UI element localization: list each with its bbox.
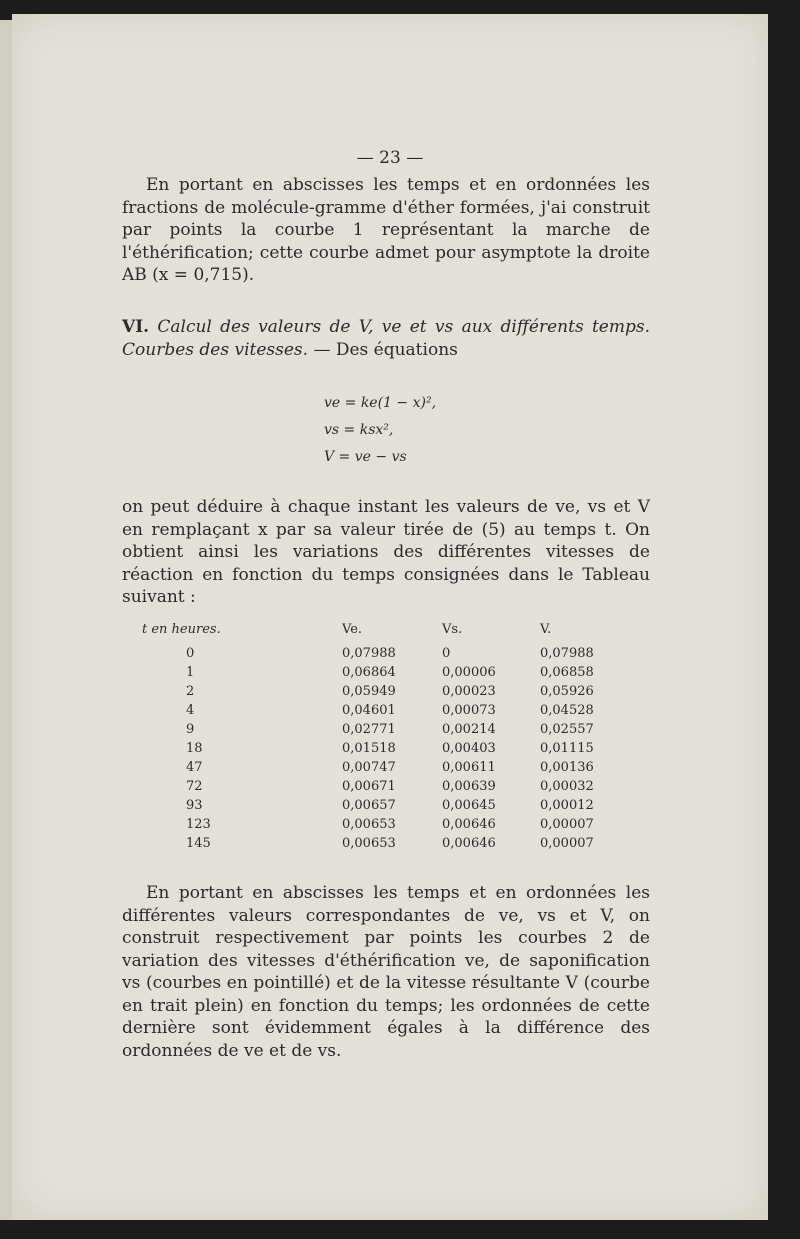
table-cell: 0,00023 — [442, 684, 496, 699]
table-row — [142, 682, 622, 701]
paragraph-3: En portant en abscisses les temps et en ordonnées les différentes valeurs correspondantes de ve, vs et V, on construit respectivement par points les courbes 2 de variation des vitesses d'éthérification ve, de saponification vs (courbes en pointillé) et de la vitesse résultante V (courbe en trait plein) en fonction du temps; les ordonnées de cette dernière sont évidemment égales à la différence des ordonnées de ve et de vs. — [122, 883, 650, 1061]
table-cell: 0,00007 — [540, 836, 594, 851]
table-cell: 0,04528 — [540, 703, 594, 718]
table-cell: 0,00611 — [442, 760, 496, 775]
table-cell: 0,00646 — [442, 817, 496, 832]
header-ve: Ve. — [342, 621, 363, 637]
table-row — [142, 720, 622, 739]
table-cell: 0,00747 — [342, 760, 396, 775]
table-cell: 0,00032 — [540, 779, 594, 794]
table-cell: 145 — [186, 836, 211, 851]
section-number: VI. — [122, 317, 150, 337]
table-cell: 0,00639 — [442, 779, 496, 794]
equation-ve: ve = ke(1 − x)², — [324, 395, 437, 411]
table-cell: 0,06858 — [540, 665, 594, 680]
equation-vs: vs = ksx², — [324, 422, 394, 438]
table-row — [142, 777, 622, 796]
table-cell: 4 — [186, 703, 195, 718]
table-row — [142, 834, 622, 853]
table-row — [142, 644, 622, 663]
table-cell: 0,00653 — [342, 836, 396, 851]
page-number: — 23 — — [356, 148, 424, 168]
table-cell: 0 — [442, 646, 451, 661]
paragraph-2: on peut déduire à chaque instant les valeurs de ve, vs et V en remplaçant x par sa valeur tirée de (5) au temps t. On obtient ainsi les variations des différentes vitesses de réaction en fonction du temps consignées dans le Tableau suivant : — [122, 497, 650, 607]
table-cell: 0,04601 — [342, 703, 396, 718]
table-cell: 0,02557 — [540, 722, 594, 737]
paragraph-1: En portant en abscisses les temps et en ordonnées les fractions de molécule-gramme d'éther formées, j'ai construit par points la courbe 1 représentant la marche de l'éthérification; cette courbe admet pour asymptote la droite AB (x = 0,715). — [122, 175, 650, 285]
header-vs: Vs. — [442, 621, 463, 637]
table-cell: 18 — [186, 741, 203, 756]
table-cell: 0,00214 — [442, 722, 496, 737]
header-v: V. — [540, 621, 552, 637]
velocity-table — [142, 620, 622, 853]
table-cell: 0,00403 — [442, 741, 496, 756]
table-row — [142, 739, 622, 758]
table-row — [142, 701, 622, 720]
section-title: Calcul des valeurs de V, ve et vs aux différents temps. Courbes des vitesses. — [122, 317, 650, 360]
table-row — [142, 796, 622, 815]
table-cell: 0,00646 — [442, 836, 496, 851]
table-row — [142, 758, 622, 777]
table-cell: 93 — [186, 798, 203, 813]
table-cell: 1 — [186, 665, 195, 680]
table-cell: 0,07988 — [540, 646, 594, 661]
table-cell: 0,01115 — [540, 741, 594, 756]
table-cell: 0,05949 — [342, 684, 396, 699]
table-cell: 0,00007 — [540, 817, 594, 832]
table-cell: 0,01518 — [342, 741, 396, 756]
table-cell: 0,00653 — [342, 817, 396, 832]
table-row — [142, 815, 622, 834]
table-cell: 0,06864 — [342, 665, 396, 680]
table-cell: 0,07988 — [342, 646, 396, 661]
table-cell: 72 — [186, 779, 203, 794]
section-heading — [122, 316, 650, 361]
table-cell: 0,05926 — [540, 684, 594, 699]
table-cell: 0,00012 — [540, 798, 594, 813]
table-cell: 123 — [186, 817, 211, 832]
table-cell: 47 — [186, 760, 203, 775]
table-cell: 0,00006 — [442, 665, 496, 680]
header-t: t en heures. — [142, 621, 221, 637]
table-cell: 0,00671 — [342, 779, 396, 794]
table-header-row — [142, 620, 622, 644]
table-cell: 9 — [186, 722, 195, 737]
table-cell: 0,00657 — [342, 798, 396, 813]
section-lead: — Des équations — [313, 339, 458, 360]
table-cell: 2 — [186, 684, 195, 699]
table-cell: 0,02771 — [342, 722, 396, 737]
equation-v: V = ve − vs — [324, 449, 407, 465]
table-cell: 0,00136 — [540, 760, 594, 775]
table-cell: 0,00073 — [442, 703, 496, 718]
document-page — [12, 14, 768, 1220]
table-row — [142, 663, 622, 682]
table-cell: 0 — [186, 646, 195, 661]
table-cell: 0,00645 — [442, 798, 496, 813]
